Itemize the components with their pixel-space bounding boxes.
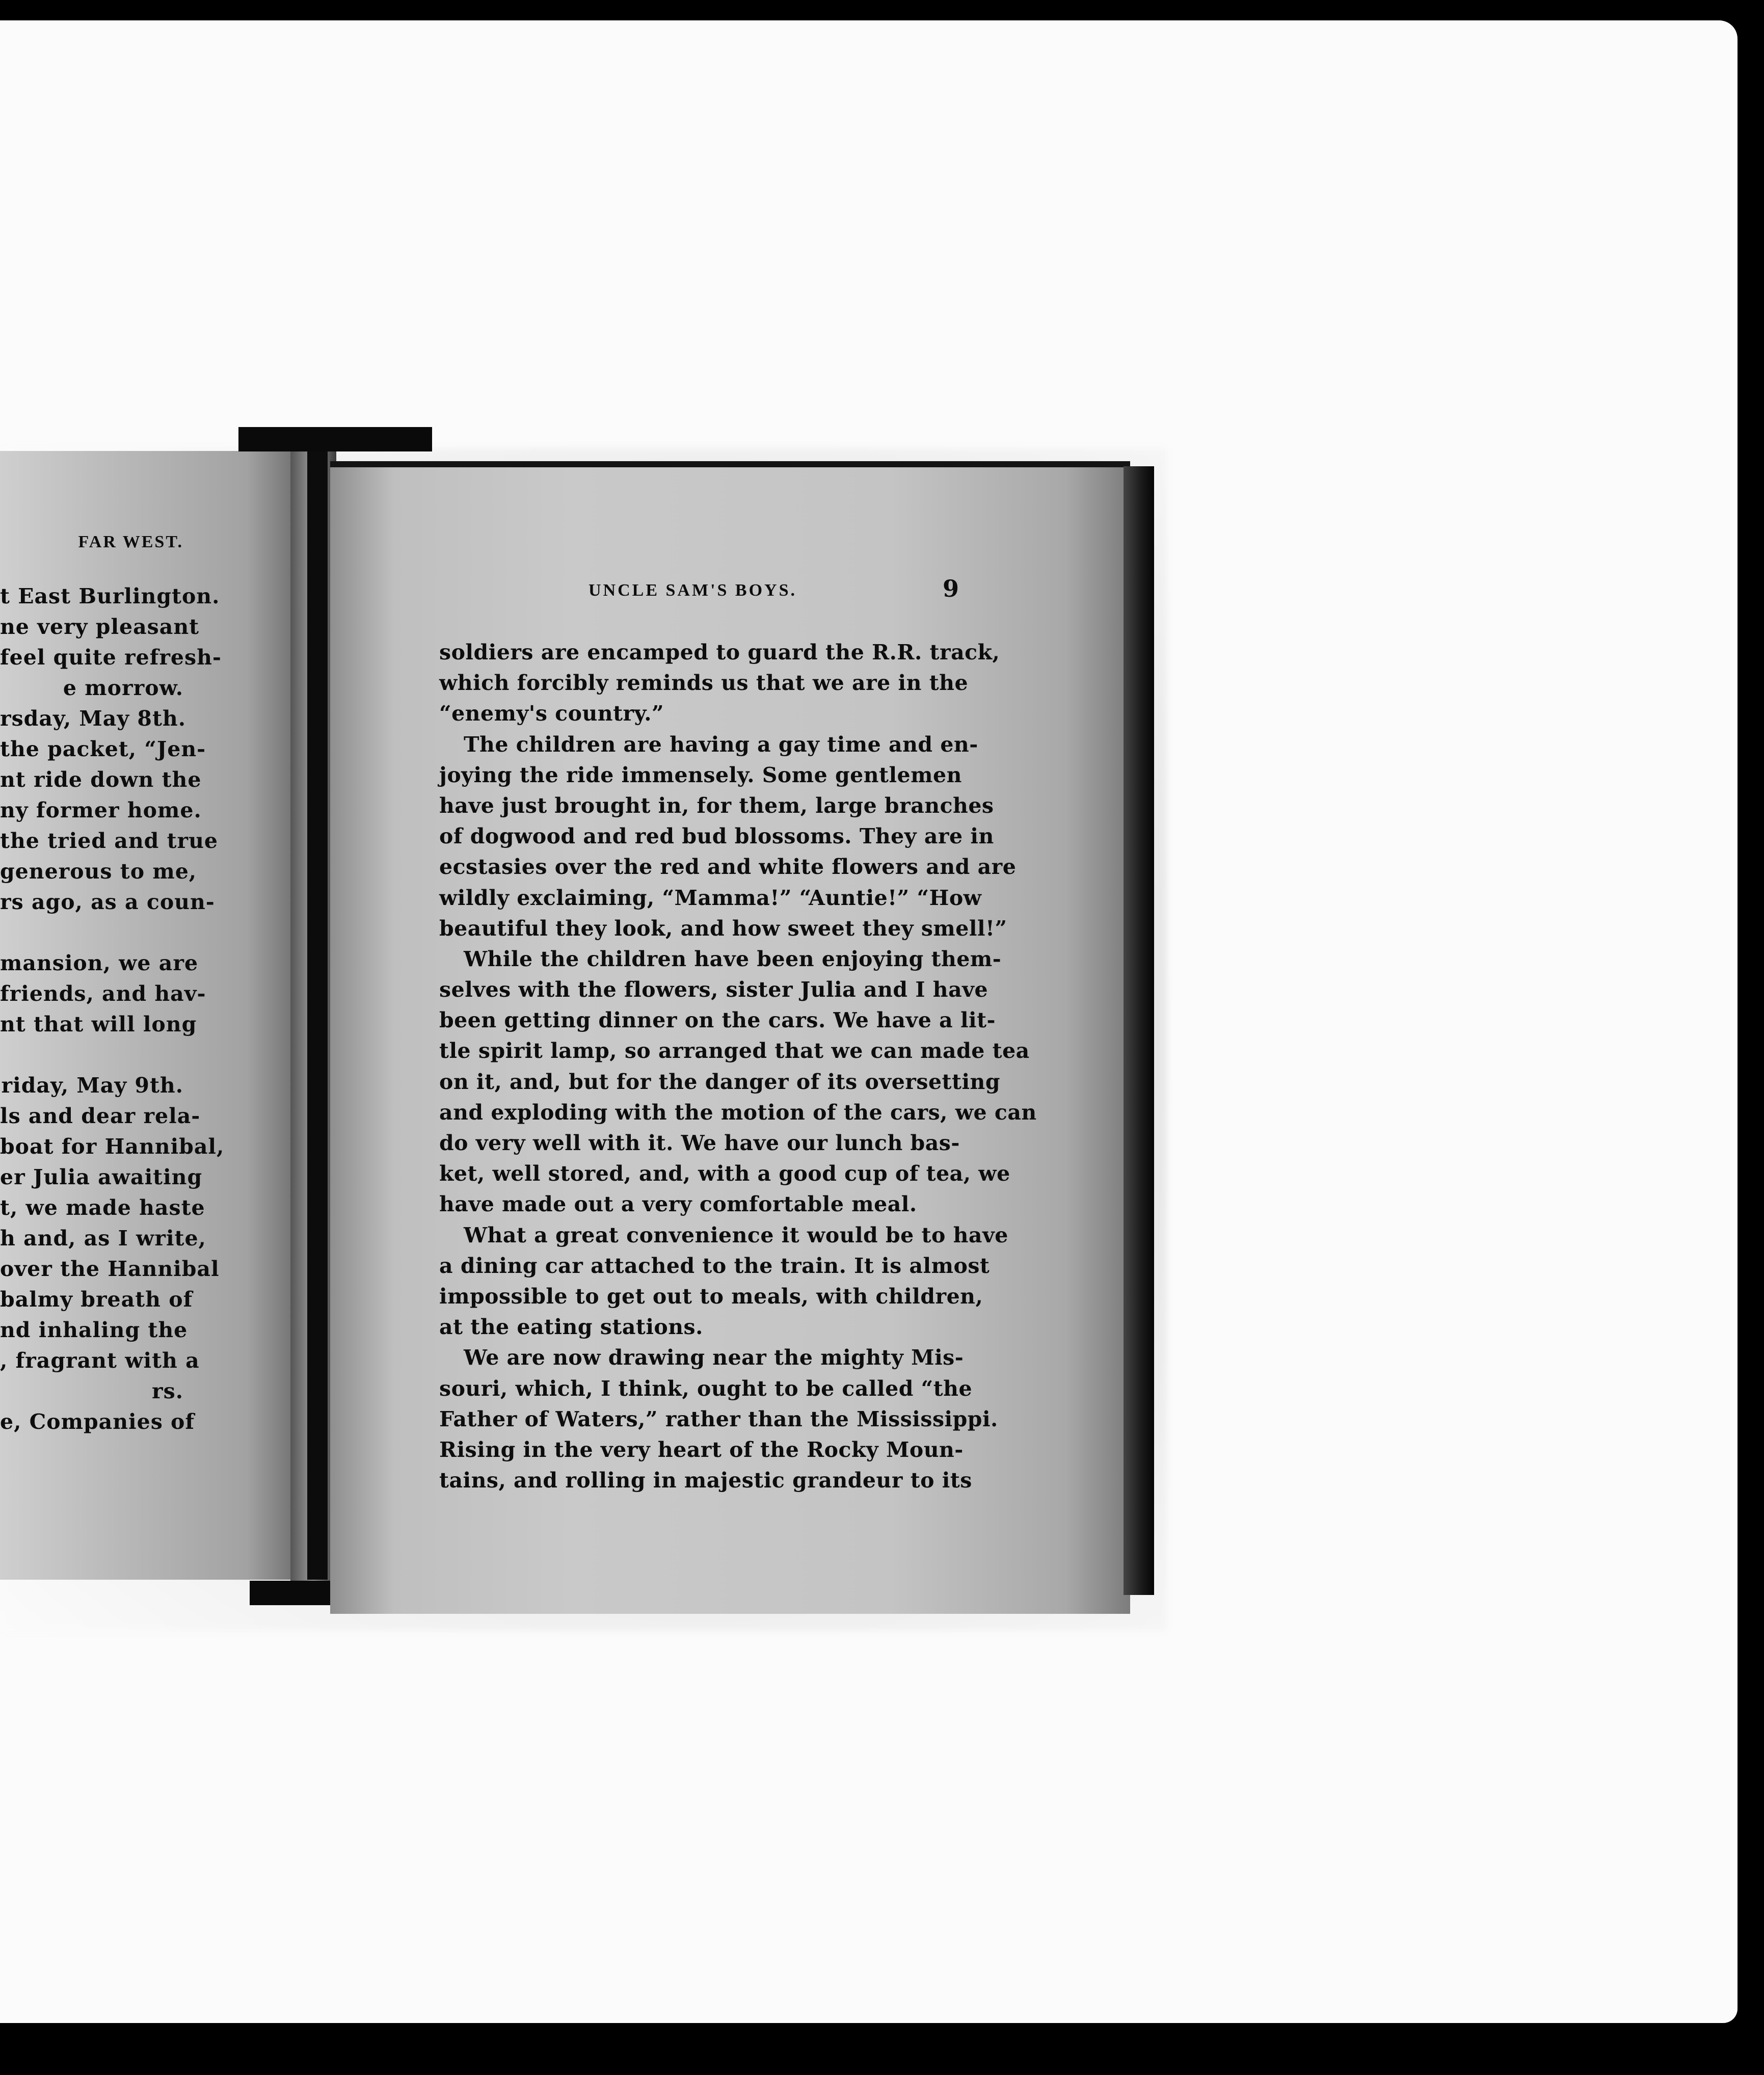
back-cover-edge: [1124, 466, 1154, 1595]
text-line: ket, well stored, and, with a good cup of tea, we: [439, 1161, 1010, 1186]
text-line: rsday, May 8th.: [0, 706, 186, 731]
text-line: beautiful they look, and how sweet they smell!”: [439, 916, 1007, 941]
text-line: ny former home.: [0, 798, 202, 822]
text-line: souri, which, I think, ought to be called “the: [439, 1376, 973, 1401]
text-line: Father of Waters,” rather than the Mississippi.: [439, 1406, 998, 1431]
text-line: impossible to get out to meals, with children,: [439, 1284, 983, 1309]
text-line: Rising in the very heart of the Rocky Moun-: [439, 1437, 964, 1462]
text-line: nt that will long: [0, 1012, 197, 1036]
text-line: riday, May 9th.: [1, 1073, 183, 1098]
text-line: generous to me,: [0, 859, 197, 884]
text-line: What a great convenience it would be to have: [464, 1222, 1008, 1247]
text-line: tle spirit lamp, so arranged that we can made tea: [439, 1039, 1030, 1063]
text-line: and exploding with the motion of the cars, we can: [439, 1100, 1037, 1125]
text-line: rs.: [152, 1379, 183, 1403]
left-page: [0, 451, 290, 1580]
text-line: the packet, “Jen-: [0, 737, 206, 761]
left-page-text: [0, 581, 290, 1437]
text-line: ecstasies over the red and white flowers and are: [439, 855, 1017, 880]
text-line: , fragrant with a: [0, 1348, 200, 1373]
text-line: While the children have been enjoying them-: [464, 946, 1002, 971]
text-line: h and, as I write,: [0, 1226, 206, 1251]
text-line: been getting dinner on the cars. We have a lit-: [439, 1008, 996, 1033]
text-line: joying the ride immensely. Some gentlemen: [439, 762, 962, 787]
text-line: over the Hannibal: [0, 1257, 220, 1281]
page-clamp-top: [238, 427, 432, 451]
text-line: on it, and, but for the danger of its oversetting: [439, 1069, 1000, 1094]
text-line: which forcibly reminds us that we are in the: [439, 671, 969, 696]
text-line: mansion, we are: [0, 951, 199, 975]
text-line: the tried and true: [0, 829, 218, 853]
text-line: a dining car attached to the train. It is almost: [439, 1253, 990, 1278]
text-line: We are now drawing near the mighty Mis-: [464, 1345, 964, 1370]
text-line: have made out a very comfortable meal.: [439, 1192, 917, 1217]
text-line: wildly exclaiming, “Mamma!” “Auntie!” “How: [439, 885, 982, 910]
spine-band: [307, 448, 328, 1580]
text-line: soldiers are encamped to guard the R.R. track,: [439, 640, 1000, 664]
right-page-text: [439, 637, 1037, 1496]
text-line: feel quite refresh-: [0, 645, 222, 670]
text-line: e morrow.: [63, 676, 183, 700]
text-line: of dogwood and red bud blossoms. They are in: [439, 824, 994, 849]
text-line: boat for Hannibal,: [0, 1134, 225, 1159]
text-line: ls and dear rela-: [0, 1104, 201, 1128]
text-line: t East Burlington.: [0, 584, 220, 608]
text-line: The children are having a gay time and en-: [464, 732, 978, 757]
text-line: [0, 917, 290, 948]
text-line: selves with the flowers, sister Julia and I have: [439, 977, 988, 1002]
text-line: “enemy's country.”: [439, 701, 664, 726]
text-line: do very well with it. We have our lunch bas-: [439, 1131, 960, 1155]
text-line: tains, and rolling in majestic grandeur to its: [439, 1468, 972, 1493]
text-line: nd inhaling the: [0, 1318, 188, 1342]
text-line: balmy breath of: [0, 1287, 193, 1312]
text-line: rs ago, as a coun-: [0, 890, 215, 914]
text-line: ne very pleasant: [0, 615, 200, 639]
text-line: e, Companies of: [0, 1409, 195, 1434]
right-running-head: UNCLE SAM'S BOYS.: [589, 581, 797, 600]
text-line: at the eating stations.: [439, 1315, 703, 1340]
text-line: [0, 1040, 290, 1070]
text-line: t, we made haste: [0, 1195, 205, 1220]
text-line: er Julia awaiting: [0, 1165, 203, 1189]
text-line: nt ride down the: [0, 767, 202, 792]
text-line: have just brought in, for them, large branches: [439, 793, 994, 818]
page-number: 9: [943, 575, 959, 602]
text-line: friends, and hav-: [0, 981, 206, 1006]
left-running-head: FAR WEST.: [78, 533, 183, 551]
